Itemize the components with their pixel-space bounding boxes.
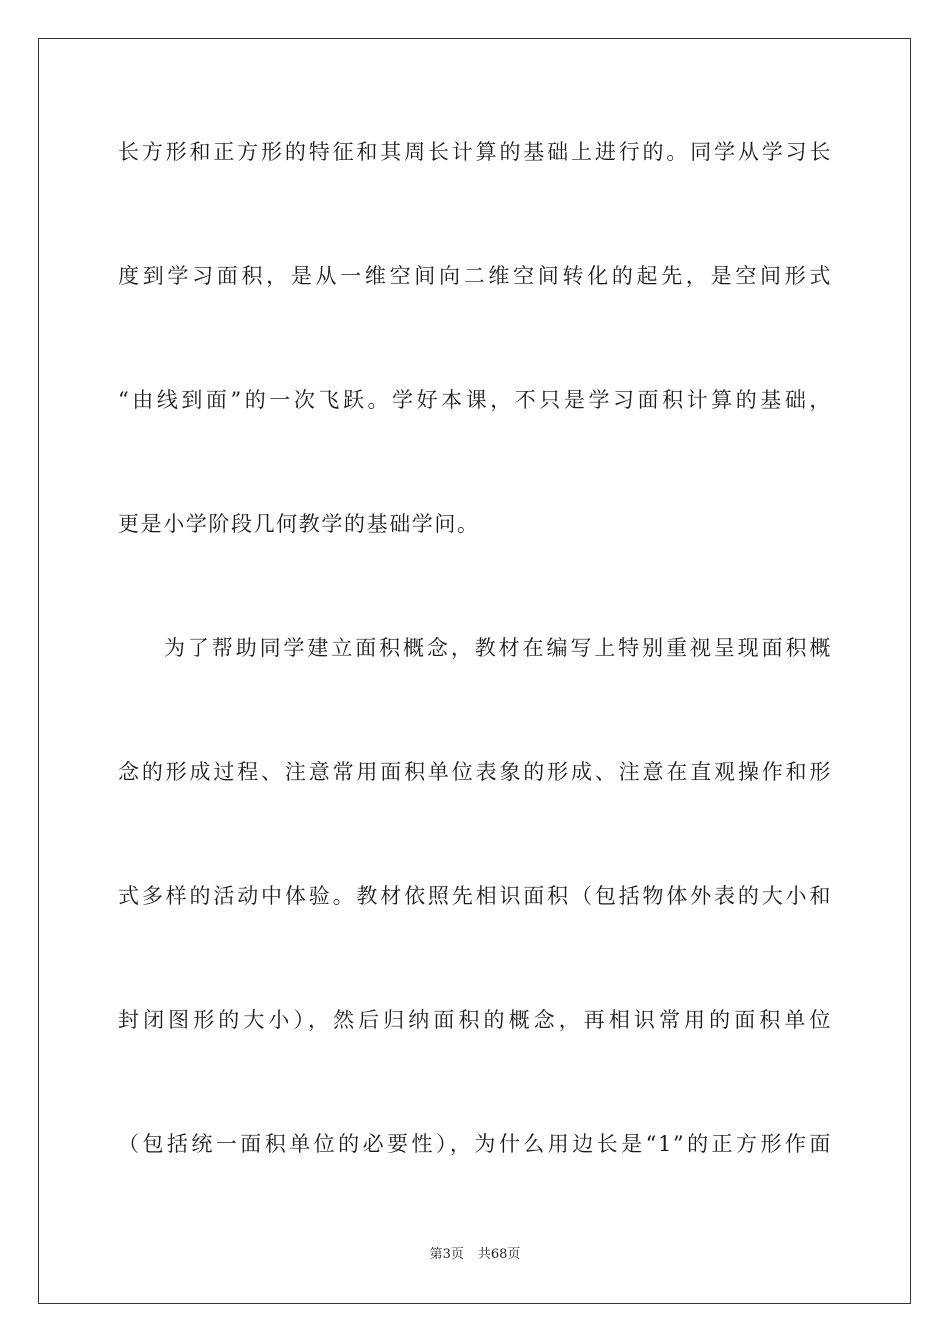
text-line-3: “由线到面”的一次飞跃。学好本课，不只是学习面积计算的基础， bbox=[118, 388, 832, 412]
text-line-9: （包括统一面积单位的必要性），为什么用边长是“1”的正方形作面 bbox=[118, 1132, 832, 1156]
text-line-1: 长方形和正方形的特征和其周长计算的基础上进行的。同学从学习长 bbox=[118, 140, 832, 164]
page-number-current: 第3页 bbox=[429, 1247, 464, 1262]
text-line-2: 度到学习面积，是从一维空间向二维空间转化的起先，是空间形式 bbox=[118, 264, 832, 288]
paragraph-first-line: 为了帮助同学建立面积概念，教材在编写上特别重视呈现面积概 bbox=[164, 636, 832, 660]
text-line-4: 更是小学阶段几何教学的基础学问。 bbox=[118, 512, 480, 536]
text-line-7: 式多样的活动中体验。教材依照先相识面积（包括物体外表的大小和 bbox=[118, 884, 832, 908]
text-line-8: 封闭图形的大小），然后归纳面积的概念，再相识常用的面积单位 bbox=[118, 1008, 832, 1032]
text-line-6: 念的形成过程、注意常用面积单位表象的形成、注意在直观操作和形 bbox=[118, 760, 832, 784]
page-footer bbox=[0, 1246, 950, 1264]
page-frame bbox=[38, 38, 911, 1304]
page-number-total: 共68页 bbox=[477, 1247, 521, 1262]
